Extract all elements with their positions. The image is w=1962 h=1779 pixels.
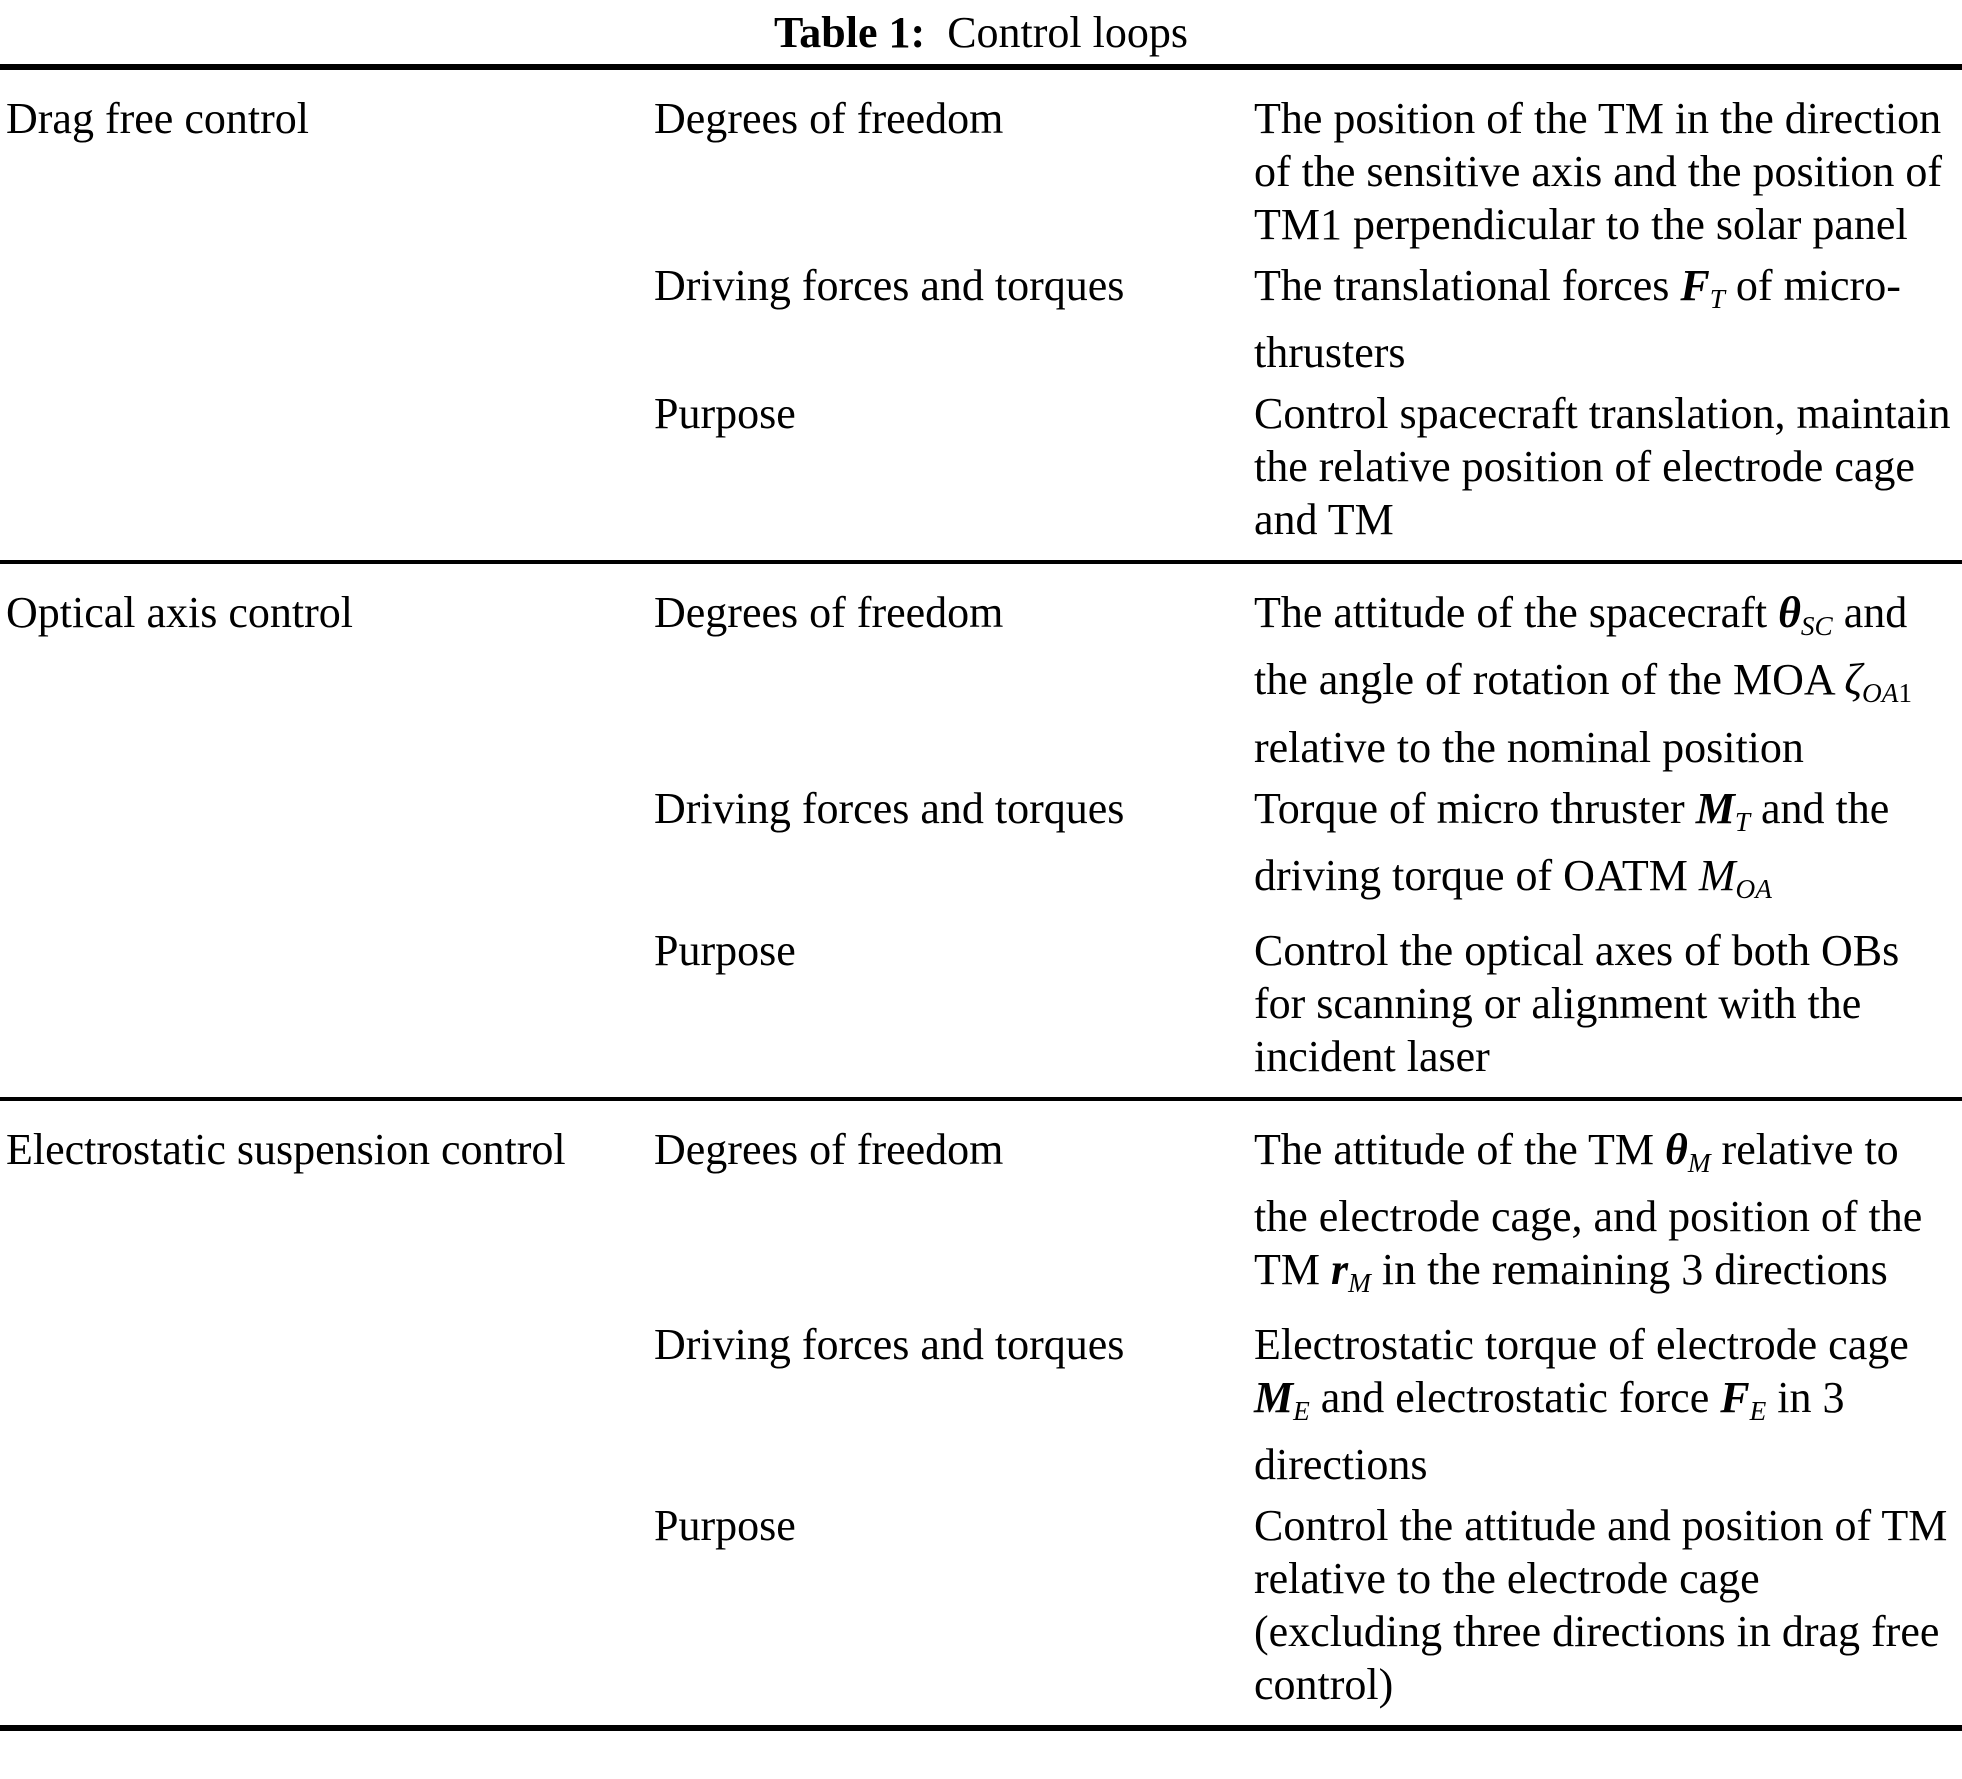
control-loop-name: Optical axis control: [6, 588, 354, 638]
row-label-driving-forces: Driving forces and torques: [654, 261, 1125, 310]
row-description-purpose: Control spacecraft translation, maintain the relative position of electrode cage and TM: [1254, 389, 1951, 545]
row-label-purpose: Purpose: [654, 925, 796, 975]
row-label-driving-forces: Driving forces and torques: [654, 1320, 1125, 1370]
row-description-driving-forces: Electrostatic torque of electrode cage $M_E$ and electrostatic force $F_E$ in 3 directions: [1254, 1320, 1909, 1490]
section-optical-axis-control: [0, 564, 1962, 1097]
row-label-degrees-of-freedom: Degrees of freedom: [654, 588, 1004, 638]
row-description-degrees-of-freedom: The attitude of the spacecraft $\theta_{SC}$ and the angle of rotation of the MOA $\zeta_{OA}1$ relative to the nominal position: [1254, 588, 1913, 772]
row-label-purpose: Purpose: [654, 389, 796, 439]
row-description-degrees-of-freedom: The attitude of the TM $\theta_M$ relative to the electrode cage, and position of the TM $r_M$ in the remaining 3 directions: [1254, 1124, 1923, 1299]
row-description-driving-forces: Torque of micro thruster $M_T$ and the driving torque of OATM $M_{OA}$: [1254, 783, 1890, 904]
row-description-driving-forces: The translational forces $F_T$ of micro-thrusters: [1254, 261, 1901, 378]
row-description-purpose: Control the optical axes of both OBs for scanning or alignment with the incident laser: [1254, 925, 1900, 1081]
table-caption-title: Control loops: [947, 8, 1188, 57]
section-drag-free-control: [0, 70, 1962, 560]
table-caption-label: Table 1:: [774, 8, 926, 57]
section-electrostatic-suspension-control: [0, 1101, 1962, 1726]
row-label-purpose: Purpose: [654, 1501, 796, 1551]
table-caption-text: [936, 8, 947, 57]
row-label-driving-forces: Driving forces and torques: [654, 783, 1125, 833]
row-label-degrees-of-freedom: Degrees of freedom: [654, 1124, 1004, 1174]
table-bottom-rule: [0, 1725, 1962, 1731]
control-loop-name: Drag free control: [6, 94, 309, 143]
row-label-degrees-of-freedom: Degrees of freedom: [654, 94, 1004, 143]
control-loop-name: Electrostatic suspension control: [6, 1124, 566, 1174]
row-description-degrees-of-freedom: The position of the TM in the direction of the sensitive axis and the position of TM1 perpendicular to the solar panel: [1254, 94, 1942, 249]
table-caption: [0, 0, 1962, 64]
row-description-purpose: Control the attitude and position of TM relative to the electrode cage (excluding three directions in drag free control): [1254, 1501, 1948, 1710]
